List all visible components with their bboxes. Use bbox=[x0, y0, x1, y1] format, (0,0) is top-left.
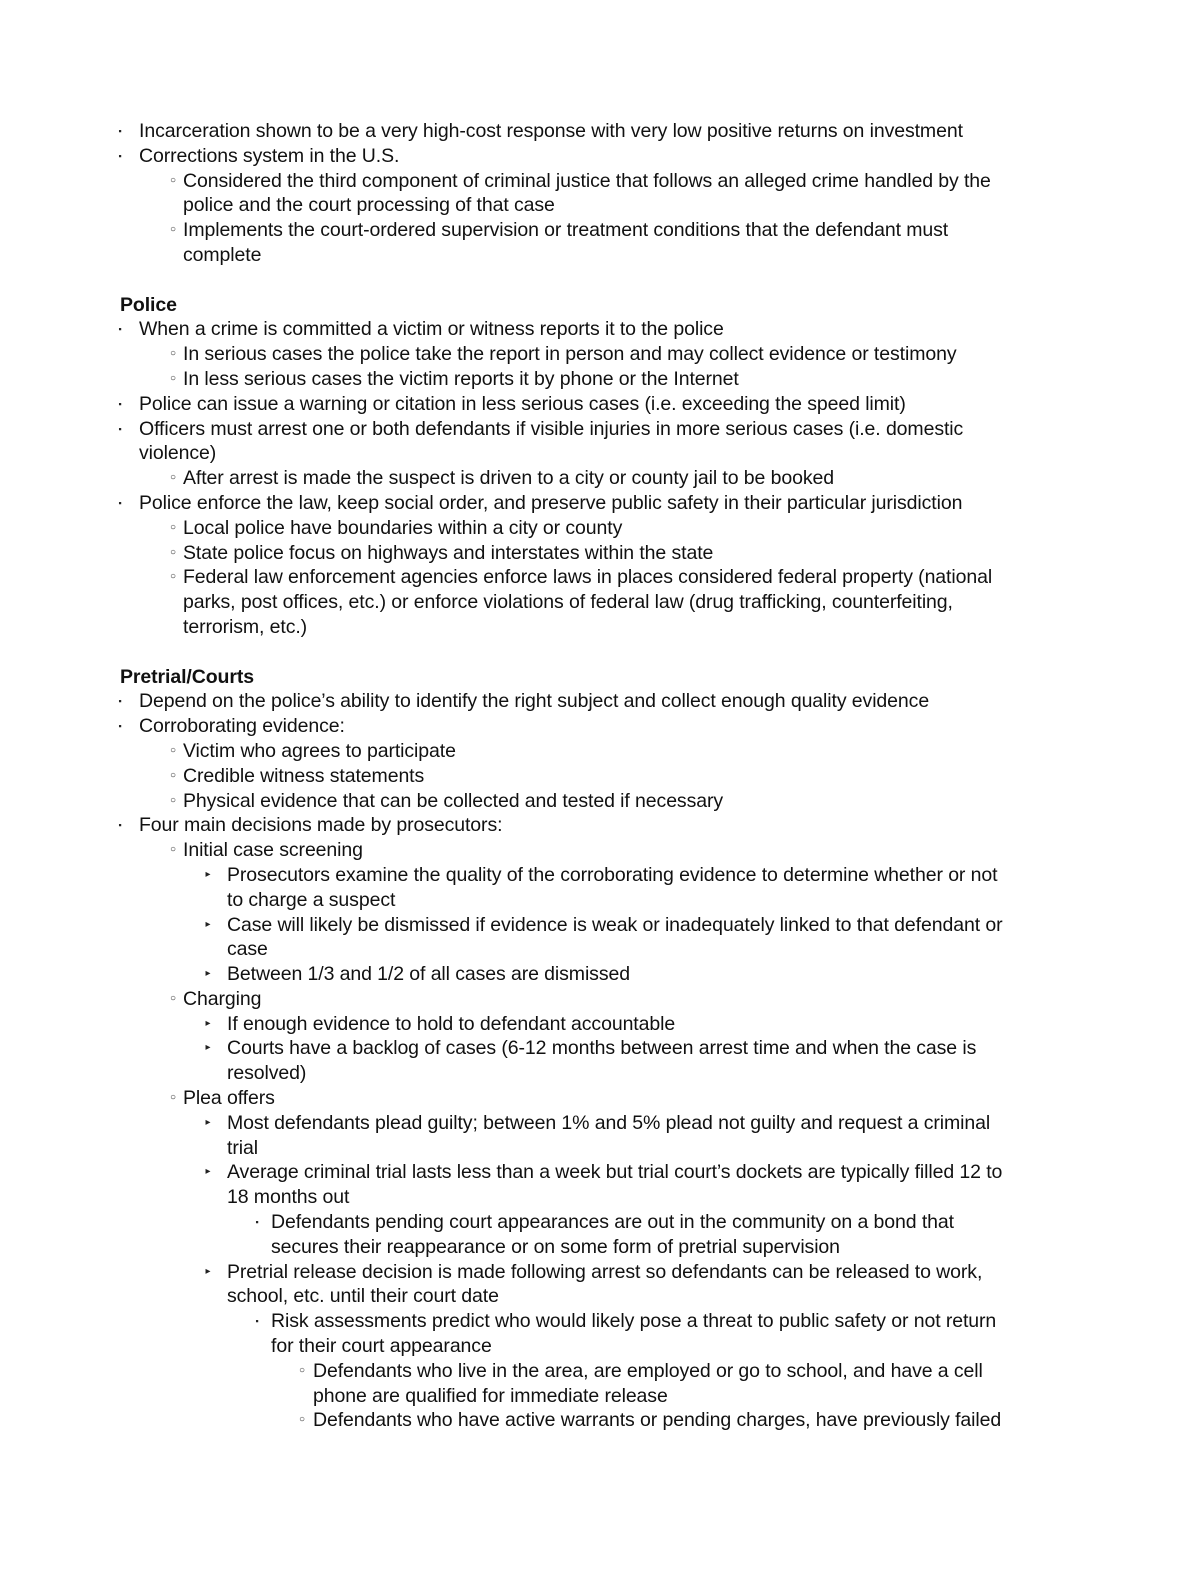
list-item-text: Risk assessments predict who would likely pose a threat to public safety or not return bbox=[271, 1310, 997, 1333]
list-item-text: complete bbox=[183, 243, 262, 266]
bullet-marker-icon: ▪ bbox=[118, 721, 122, 732]
list-item bbox=[0, 962, 1200, 987]
bullet-marker-icon: ○ bbox=[170, 992, 176, 1004]
section-heading-text: Police bbox=[120, 293, 177, 316]
list-item bbox=[0, 1086, 1200, 1111]
bullet-marker-icon: ○ bbox=[170, 472, 176, 484]
bullet-marker-icon: ▸ bbox=[205, 918, 211, 930]
list-item-text: Corroborating evidence: bbox=[139, 715, 345, 738]
list-item-continuation bbox=[0, 888, 1200, 913]
bullet-marker-icon: ○ bbox=[170, 174, 176, 186]
list-item-continuation bbox=[0, 1185, 1200, 1210]
list-item-text: trial bbox=[227, 1136, 258, 1159]
list-item-continuation bbox=[0, 1334, 1200, 1359]
list-item-text: In less serious cases the victim reports it by phone or the Internet bbox=[183, 367, 739, 390]
list-item-text: secures their reappearance or on some form of pretrial supervision bbox=[271, 1235, 840, 1258]
list-item-text: Physical evidence that can be collected and tested if necessary bbox=[183, 789, 724, 812]
list-item-text: to charge a suspect bbox=[227, 888, 396, 911]
list-item-text: State police focus on highways and interstates within the state bbox=[183, 541, 714, 564]
list-item bbox=[0, 813, 1200, 838]
list-item-text: Incarceration shown to be a very high-cost response with very low positive returns on investment bbox=[139, 120, 963, 142]
list-item-text: Defendants who have active warrants or pending charges, have previously failed bbox=[313, 1409, 1002, 1432]
section-heading-text: Pretrial/Courts bbox=[120, 665, 254, 688]
list-item-text: After arrest is made the suspect is driven to a city or county jail to be booked bbox=[183, 467, 834, 490]
list-item bbox=[0, 1260, 1200, 1285]
list-item-continuation bbox=[0, 937, 1200, 962]
list-item-text: Police can issue a warning or citation in less serious cases (i.e. exceeding the speed limit) bbox=[139, 392, 906, 415]
list-item-text: terrorism, etc.) bbox=[183, 615, 308, 638]
list-item bbox=[0, 689, 1200, 714]
list-item-text: phone are qualified for immediate release bbox=[313, 1384, 668, 1407]
list-item-continuation bbox=[0, 441, 1200, 466]
list-item-continuation bbox=[0, 1384, 1200, 1409]
list-item-text: Between 1/3 and 1/2 of all cases are dismissed bbox=[227, 963, 630, 986]
list-item bbox=[0, 466, 1200, 491]
list-item-text: Initial case screening bbox=[183, 839, 363, 862]
list-item bbox=[0, 516, 1200, 541]
list-item bbox=[0, 417, 1200, 442]
list-item-text: Defendants who live in the area, are employed or go to school, and have a cell bbox=[313, 1359, 983, 1382]
list-item-continuation bbox=[0, 243, 1200, 268]
bullet-marker-icon: ▪ bbox=[118, 423, 122, 434]
list-item bbox=[0, 764, 1200, 789]
list-item-text: If enough evidence to hold to defendant accountable bbox=[227, 1012, 676, 1035]
bullet-marker-icon: ▪ bbox=[255, 1217, 259, 1228]
list-item-text: Police enforce the law, keep social order, and preserve public safety in their particular jurisdiction bbox=[139, 491, 963, 514]
bullet-marker-icon: ▸ bbox=[205, 1116, 211, 1128]
list-item-text: Implements the court-ordered supervision or treatment conditions that the defendant must bbox=[183, 219, 949, 242]
list-item-text: Corrections system in the U.S. bbox=[139, 144, 400, 167]
list-item-text: Four main decisions made by prosecutors: bbox=[139, 814, 503, 837]
list-item-text: Average criminal trial lasts less than a week but trial court’s dockets are typically filled 12 to bbox=[227, 1161, 1003, 1184]
bullet-marker-icon: ○ bbox=[170, 224, 176, 236]
list-item-continuation bbox=[0, 590, 1200, 615]
bullet-marker-icon: ▪ bbox=[118, 150, 122, 161]
list-item-text: resolved) bbox=[227, 1062, 307, 1085]
list-item bbox=[0, 1036, 1200, 1061]
list-item-text: Charging bbox=[183, 987, 262, 1010]
list-item-text: Victim who agrees to participate bbox=[183, 739, 456, 762]
list-item-text: Case will likely be dismissed if evidence is weak or inadequately linked to that defendant or bbox=[227, 913, 1003, 936]
bullet-marker-icon: ○ bbox=[170, 794, 176, 806]
list-item bbox=[0, 218, 1200, 243]
list-item bbox=[0, 392, 1200, 417]
bullet-marker-icon: ▪ bbox=[118, 398, 122, 409]
bullet-marker-icon: ○ bbox=[170, 769, 176, 781]
list-item-continuation bbox=[0, 1235, 1200, 1260]
list-item-continuation bbox=[0, 615, 1200, 640]
list-item bbox=[0, 987, 1200, 1012]
section-spacer bbox=[0, 640, 1200, 665]
list-item bbox=[0, 565, 1200, 590]
section-spacer bbox=[0, 268, 1200, 293]
bullet-marker-icon: ▸ bbox=[205, 1017, 211, 1029]
list-item-text: Local police have boundaries within a city or county bbox=[183, 516, 623, 539]
list-item-continuation bbox=[0, 1061, 1200, 1086]
list-item-text: When a crime is committed a victim or witness reports it to the police bbox=[139, 318, 724, 341]
list-item-text: Credible witness statements bbox=[183, 764, 425, 787]
list-item-text: for their court appearance bbox=[271, 1335, 492, 1358]
bullet-marker-icon: ○ bbox=[170, 571, 176, 583]
list-item-text: parks, post offices, etc.) or enforce violations of federal law (drug trafficking, counterfeiting, bbox=[183, 591, 953, 614]
list-item-text: violence) bbox=[139, 442, 217, 465]
list-item bbox=[0, 169, 1200, 194]
list-item bbox=[0, 913, 1200, 938]
list-item bbox=[0, 739, 1200, 764]
bullet-marker-icon: ▸ bbox=[205, 1042, 211, 1054]
list-item-continuation bbox=[0, 1284, 1200, 1309]
bullet-marker-icon: ▪ bbox=[118, 324, 122, 335]
list-item bbox=[0, 1309, 1200, 1334]
list-item bbox=[0, 342, 1200, 367]
list-item bbox=[0, 1111, 1200, 1136]
list-item bbox=[0, 1210, 1200, 1235]
bullet-marker-icon: ○ bbox=[299, 1414, 305, 1426]
list-item-text: Considered the third component of criminal justice that follows an alleged crime handled by the bbox=[183, 169, 991, 192]
bullet-marker-icon: ○ bbox=[170, 744, 176, 756]
list-item bbox=[0, 367, 1200, 392]
bullet-marker-icon: ▪ bbox=[255, 1316, 259, 1327]
list-item-text: Officers must arrest one or both defendants if visible injuries in more serious cases (i.e. domestic bbox=[139, 417, 964, 440]
list-item bbox=[0, 1408, 1200, 1433]
list-item bbox=[0, 541, 1200, 566]
list-item bbox=[0, 1160, 1200, 1185]
bullet-marker-icon: ▸ bbox=[205, 1265, 211, 1277]
section-heading bbox=[0, 293, 1200, 318]
list-item-text: Plea offers bbox=[183, 1087, 275, 1110]
bullet-marker-icon: ▸ bbox=[205, 968, 211, 980]
list-item bbox=[0, 1359, 1200, 1384]
bullet-marker-icon: ○ bbox=[170, 546, 176, 558]
list-item bbox=[0, 119, 1200, 144]
bullet-marker-icon: ○ bbox=[170, 348, 176, 360]
bullet-marker-icon: ○ bbox=[170, 1092, 176, 1104]
list-item bbox=[0, 1012, 1200, 1037]
bullet-marker-icon: ▸ bbox=[205, 868, 211, 880]
list-item bbox=[0, 491, 1200, 516]
list-item-text: Federal law enforcement agencies enforce laws in places considered federal property (national bbox=[183, 566, 993, 589]
list-item-text: school, etc. until their court date bbox=[227, 1285, 499, 1308]
list-item bbox=[0, 789, 1200, 814]
bullet-marker-icon: ▪ bbox=[118, 126, 122, 136]
list-item-continuation bbox=[0, 193, 1200, 218]
list-item-text: case bbox=[227, 938, 268, 961]
bullet-marker-icon: ▪ bbox=[118, 820, 122, 831]
bullet-marker-icon: ○ bbox=[170, 372, 176, 384]
list-item-text: In serious cases the police take the report in person and may collect evidence or testimony bbox=[183, 343, 957, 366]
list-item-text: Defendants pending court appearances are out in the community on a bond that bbox=[271, 1211, 954, 1234]
notes-body bbox=[0, 119, 1200, 1433]
bullet-marker-icon: ○ bbox=[299, 1364, 305, 1376]
list-item-text: 18 months out bbox=[227, 1186, 350, 1209]
list-item bbox=[0, 144, 1200, 169]
bullet-marker-icon: ▪ bbox=[118, 696, 122, 707]
bullet-marker-icon: ○ bbox=[170, 521, 176, 533]
list-item-text: Pretrial release decision is made following arrest so defendants can be released to work, bbox=[227, 1260, 983, 1283]
list-item bbox=[0, 714, 1200, 739]
bullet-marker-icon: ○ bbox=[170, 844, 176, 856]
list-item bbox=[0, 317, 1200, 342]
list-item-text: Depend on the police’s ability to identify the right subject and collect enough quality evidence bbox=[139, 690, 930, 713]
list-item-continuation bbox=[0, 1136, 1200, 1161]
list-item-text: Most defendants plead guilty; between 1% and 5% plead not guilty and request a criminal bbox=[227, 1111, 991, 1134]
bullet-marker-icon: ▪ bbox=[118, 497, 122, 508]
list-item bbox=[0, 863, 1200, 888]
section-heading bbox=[0, 665, 1200, 690]
list-item-text: police and the court processing of that case bbox=[183, 194, 555, 217]
list-item-text: Prosecutors examine the quality of the corroborating evidence to determine whether or not bbox=[227, 863, 998, 886]
list-item bbox=[0, 838, 1200, 863]
list-item-text: Courts have a backlog of cases (6-12 months between arrest time and when the case is bbox=[227, 1037, 977, 1060]
bullet-marker-icon: ▸ bbox=[205, 1166, 211, 1178]
